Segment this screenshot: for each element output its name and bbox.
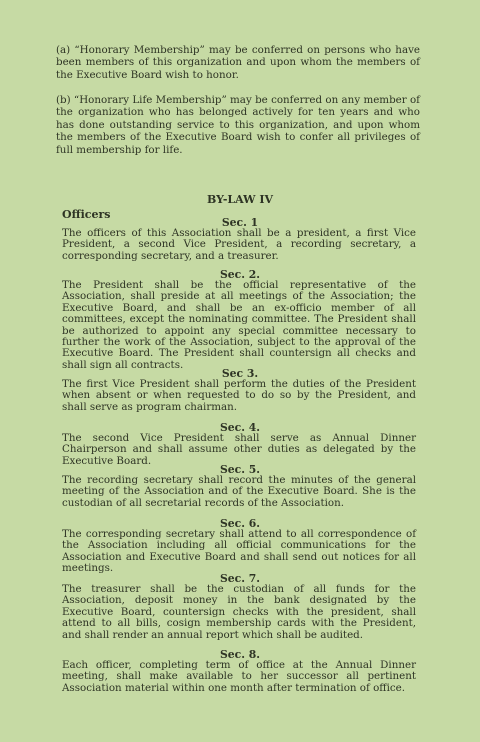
- section-heading-3: Sec 3.: [221, 367, 259, 380]
- section-text-7: The treasurer shall be the custodian of all funds for the Association, deposit money in the bank designated by the Executive Board, countersign checks with the president, shall attend to all bills, cosign membership cards with the President, and shall render an annual report which shall be audited.: [62, 583, 416, 641]
- honorary-life-membership-paragraph: (b) “Honorary Life Membership” may be conferred on any member of the organization who has belonged actively for ten years and who has done outstanding service to this organization, and upon whom the members of the Executive Board wish to confer all privileges of full membership for life.: [56, 94, 420, 156]
- honorary-membership-paragraph: (a) “Honorary Membership” may be conferred on persons who have been members of this organization and upon whom the members of the Executive Board wish to honor.: [56, 44, 420, 81]
- section-text-8: Each officer, completing term of office at the Annual Dinner meeting, shall make available to her successor all pertinent Association material within one month after termination of office.: [62, 659, 416, 694]
- section-heading-2: Sec. 2.: [219, 268, 261, 281]
- section-heading-1: Sec. 1: [221, 216, 259, 229]
- section-text-4: The second Vice President shall serve as Annual Dinner Chairperson and shall assume other duties as delegated by the Executive Board.: [62, 432, 416, 467]
- section-text-3: The first Vice President shall perform the duties of the President when absent or when requested to do so by the President, and shall serve as program chairman.: [62, 378, 416, 413]
- section-text-6: The corresponding secretary shall attend to all correspondence of the Association including all official communications for the Association and Executive Board and shall send out notices for all meetings.: [62, 528, 416, 575]
- section-text-2: The President shall be the official representative of the Association, shall preside at all meetings of the Association; the Executive Board, and shall be an ex-officio member of all committees, except the nominating committee. The President shall be authorized to appoint any special committee necessary to further the work of the Association, subject to the approval of the Executive Board. The President shall countersign all checks and shall sign all contracts.: [62, 279, 416, 371]
- officers-heading: Officers: [62, 208, 111, 221]
- section-heading-4: Sec. 4.: [219, 421, 261, 434]
- section-heading-5: Sec. 5.: [219, 463, 261, 476]
- section-text-1: The officers of this Association shall be a president, a first Vice President, a second Vice President, a recording secretary, a corresponding secretary, and a treasurer.: [62, 227, 416, 262]
- section-heading-6: Sec. 6.: [219, 517, 261, 530]
- section-heading-8: Sec. 8.: [219, 648, 261, 661]
- section-heading-7: Sec. 7.: [219, 572, 261, 585]
- bylaw-title: BY-LAW IV: [207, 193, 273, 206]
- section-text-5: The recording secretary shall record the minutes of the general meeting of the Association and of the Executive Board. She is the custodian of all secretarial records of the Association.: [62, 474, 416, 509]
